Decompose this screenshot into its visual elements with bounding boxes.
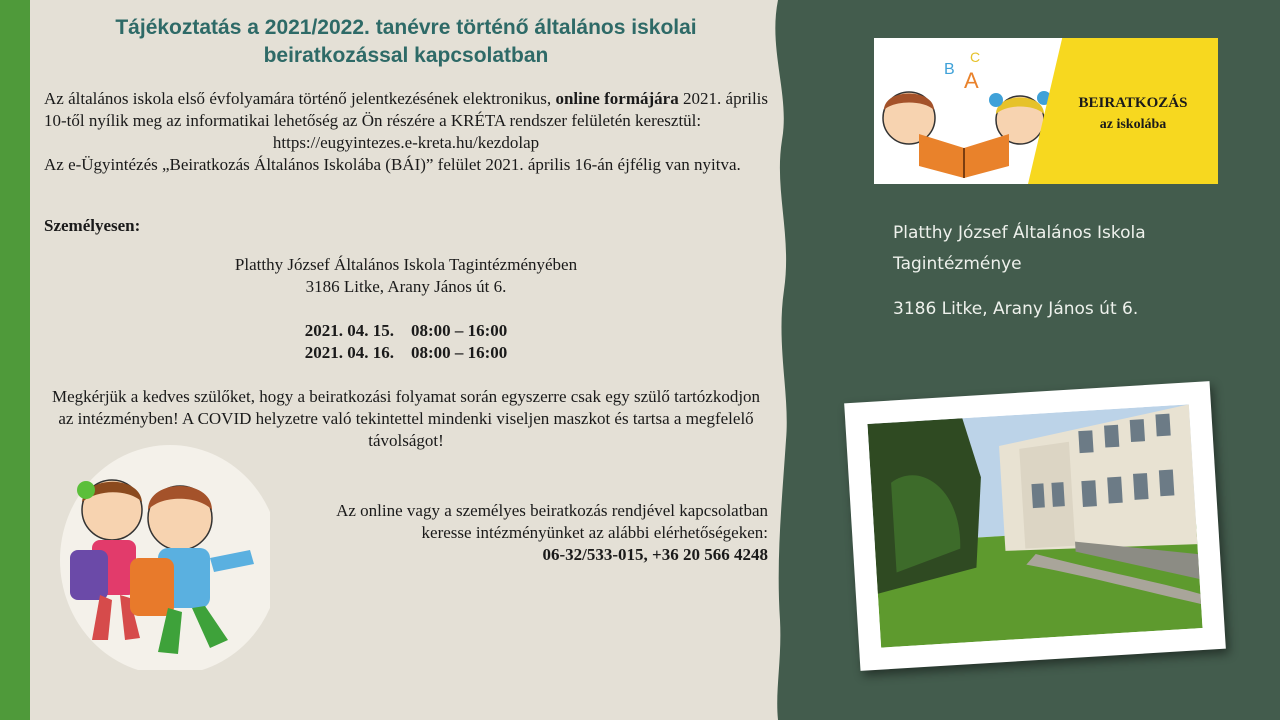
personal-heading: Személyesen:	[44, 216, 141, 235]
date-row-1: 2021. 04. 15. 08:00 – 16:00	[304, 321, 508, 340]
letter-c: C	[970, 49, 981, 65]
banner-title: BEIRATKOZÁS az iskolába	[1078, 95, 1188, 132]
contact-line-1: Az online vagy a személyes beiratkozás rendjével kapcsolatban	[336, 501, 768, 520]
letter-a: A	[964, 68, 979, 93]
deadline-paragraph: Az e-Ügyintézés „Beiratkozás Általános Iskolába (BÁI)” felület 2021. április 16-án éjfélig van nyitva.	[44, 155, 741, 174]
school-name-line-2: Tagintézménye	[893, 254, 1022, 274]
school-address: 3186 Litke, Arany János út 6.	[893, 299, 1139, 319]
contact-line-2: keresse intézményünket az alábbi elérhetőségeken:	[421, 523, 768, 542]
kids-with-backpacks-illustration	[30, 440, 270, 670]
personal-place: Platthy József Általános Iskola Tagintézményében	[234, 255, 578, 274]
letter-b: B	[944, 61, 955, 78]
school-building-photo	[867, 404, 1202, 647]
covid-notice: Megkérjük a kedves szülőket, hogy a beiratkozási folyamat során egyszerre csak egy szülő tartózkodjon az intézményben! A COVID helyzetre való tekintettel mindenki viseljen maszkot és tartsa a megfelelő távolságot!	[51, 387, 761, 450]
school-info	[893, 218, 1146, 325]
kreta-url-link[interactable]: https://eugyintezes.e-kreta.hu/kezdolap	[272, 133, 540, 152]
page-title: Tájékoztatás a 2021/2022. tanévre történő általános iskolai beiratkozással kapcsolatban	[115, 16, 697, 67]
school-photo-frame	[844, 381, 1226, 671]
date-row-2: 2021. 04. 16. 08:00 – 16:00	[304, 343, 508, 362]
online-paragraph: Az általános iskola első évfolyamára történő jelentkezésének elektronikus, online formájára 2021. április 10-től nyílik meg az informatikai lehetőség az Ön részére a KRÉTA rendszer felületén keresztül:	[44, 89, 769, 130]
school-name-line-1: Platthy József Általános Iskola	[893, 223, 1146, 243]
enrollment-banner	[874, 38, 1218, 184]
personal-address: 3186 Litke, Arany János út 6.	[305, 277, 507, 296]
contact-phones: 06-32/533-015, +36 20 566 4248	[542, 545, 768, 564]
